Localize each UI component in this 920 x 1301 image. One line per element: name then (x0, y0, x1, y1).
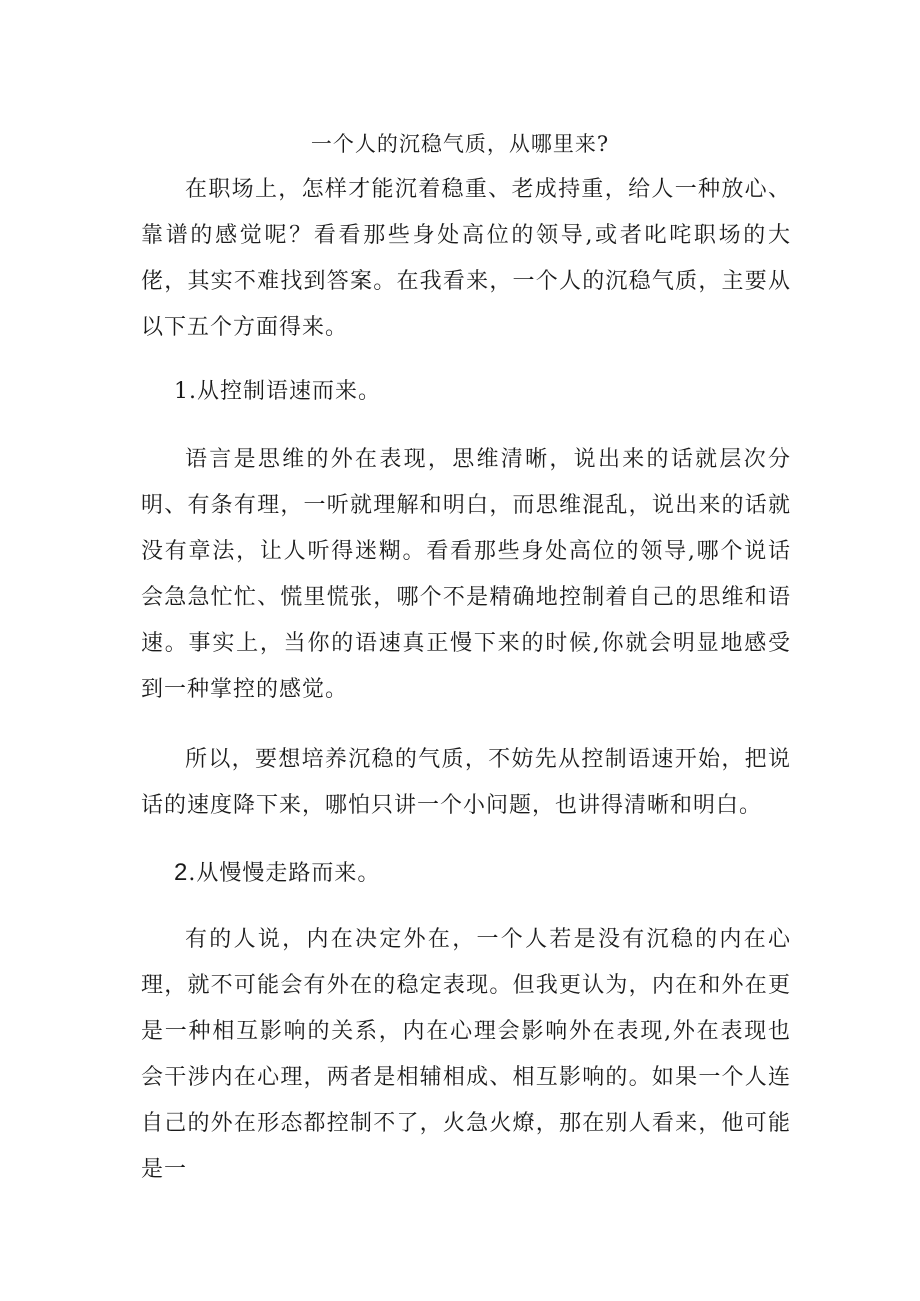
section-2-heading-text: .从慢慢走路而来。 (188, 861, 381, 886)
section-2-paragraph-1: 有的人说，内在决定外在，一个人若是没有沉稳的内在心理，就不可能会有外在的稳定表现。但我更认为，内在和外在更是一种相互影响的关系，内在心理会影响外在表现,外在表现也会干涉内在心理，两者是相辅相成、相互影响的。如果一个人连自己的外在形态都控制不了，火急火燎，那在别人看来，他可能是一 (141, 927, 791, 1182)
section-1-heading: 1.从控制语速而来。 (174, 379, 381, 404)
section-2-number: 2 (174, 859, 189, 886)
intro-paragraph: 在职场上，怎样才能沉着稳重、老成持重，给人一种放心、靠谱的感觉呢？看看那些身处高位的领导,或者叱咤职场的大佬，其实不难找到答案。在我看来，一个人的沉稳气质，主要从以下五个方面得来。 (141, 177, 791, 340)
section-1-paragraph-1: 语言是思维的外在表现，思维清晰，说出来的话就层次分明、有条有理，一听就理解和明白，而思维混乱，说出来的话就没有章法，让人听得迷糊。看看那些身处高位的领导,哪个说话会急急忙忙、慌里慌张，哪个不是精确地控制着自己的思维和语速。事实上，当你的语速真正慢下来的时候,你就会明显地感受到一种掌控的感觉。 (141, 447, 791, 702)
document-title: 一个人的沉稳气质，从哪里来? (310, 132, 610, 156)
section-2-heading (141, 850, 791, 897)
section-1-paragraph-2: 所以，要想培养沉稳的气质，不妨先从控制语速开始，把说话的速度降下来，哪怕只讲一个小问题，也讲得清晰和明白。 (141, 747, 791, 818)
